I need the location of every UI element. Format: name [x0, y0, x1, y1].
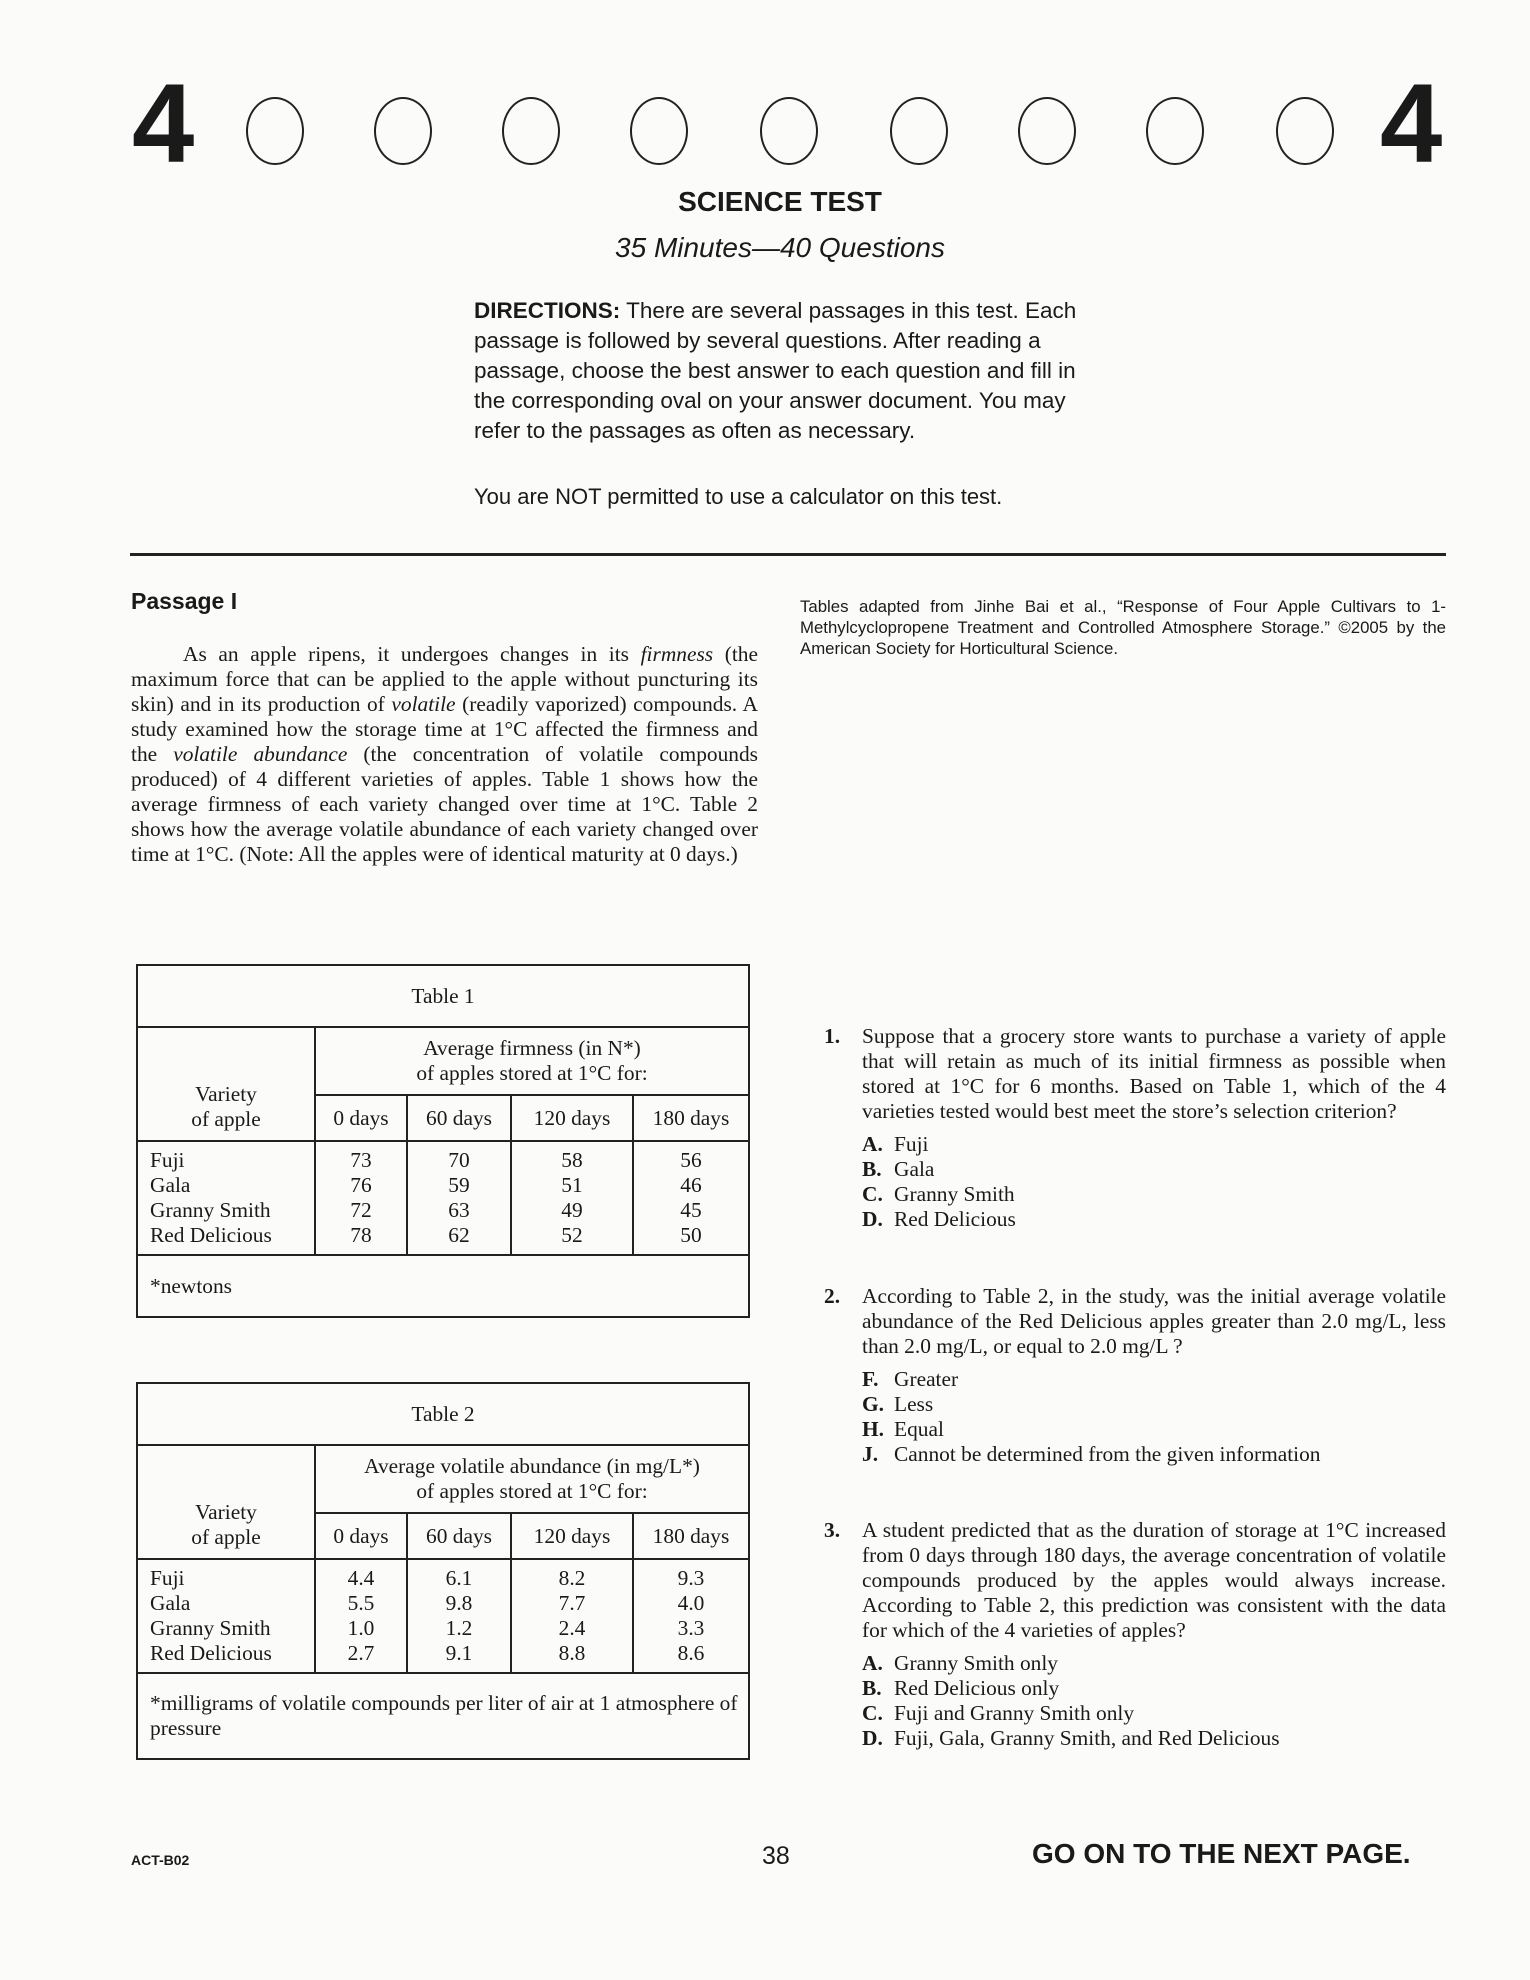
- answer-option[interactable]: [862, 1676, 1446, 1701]
- table-cell: 2.7: [347, 1641, 375, 1665]
- passage-text: [131, 642, 758, 867]
- values-column: [315, 1559, 407, 1673]
- table-cell: 1.0: [347, 1616, 375, 1640]
- table-cell: 78: [350, 1223, 372, 1247]
- option-letter: H.: [862, 1417, 884, 1441]
- table-1: [136, 964, 750, 1318]
- measure-header-line: of apples stored at 1°C for:: [416, 1061, 648, 1085]
- table-cell: 3.3: [677, 1616, 705, 1640]
- answer-option[interactable]: [862, 1417, 1446, 1442]
- answer-option[interactable]: [862, 1367, 1446, 1392]
- option-letter: C.: [862, 1701, 883, 1725]
- question-number: 3.: [824, 1518, 841, 1542]
- table-2: [136, 1382, 750, 1760]
- passage-segment: (the concentration of volatile compounds produced) of 4 different varieties of apples. Table 1 shows how the average firmness of each variety changed over time at 1°C. Table 2 shows how the average volatile abundance of each variety changed over time at 1°C. (Note: All the apples were of identical maturity at 0 days.): [131, 742, 758, 866]
- values-column: [633, 1559, 749, 1673]
- option-letter: D.: [862, 1726, 883, 1750]
- variety-header-line: Variety: [195, 1500, 257, 1524]
- question-stem: [824, 1024, 1446, 1124]
- decorative-oval: [890, 97, 948, 165]
- answer-options: [824, 1651, 1446, 1751]
- passage-segment: (readily vaporized) compounds. A study examined how the storage time at 1°C affected the firmness and the: [131, 692, 758, 766]
- option-text: Less: [894, 1392, 934, 1416]
- answer-option[interactable]: [862, 1132, 1446, 1157]
- table-cell: 45: [680, 1198, 702, 1222]
- column-header: 60 days: [407, 1095, 511, 1141]
- question-text: According to Table 2, in the study, was the initial average volatile abundance of the Red Delicious apples greater than 2.0 mg/L, less than 2.0 mg/L, or equal to 2.0 mg/L ?: [862, 1284, 1446, 1358]
- test-title: SCIENCE TEST: [678, 186, 882, 217]
- option-text: Granny Smith only: [894, 1651, 1058, 1675]
- decorative-oval: [246, 97, 304, 165]
- section-number-right: 4: [1380, 61, 1443, 186]
- calculator-note: You are NOT permitted to use a calculator on this test.: [474, 484, 1003, 509]
- variety-name: Granny Smith: [150, 1198, 271, 1222]
- table-cell: 9.1: [445, 1641, 473, 1665]
- option-text: Equal: [894, 1417, 944, 1441]
- variety-name: Gala: [150, 1591, 191, 1615]
- answer-option[interactable]: [862, 1651, 1446, 1676]
- question-stem: [824, 1284, 1446, 1359]
- table-cell: 52: [561, 1223, 583, 1247]
- column-header: 0 days: [315, 1513, 407, 1559]
- form-code: ACT-B02: [131, 1852, 190, 1868]
- test-subtitle: 35 Minutes—40 Questions: [615, 232, 945, 263]
- option-text: Cannot be determined from the given information: [894, 1442, 1321, 1466]
- answer-option[interactable]: [862, 1442, 1446, 1467]
- table-cell: 9.8: [445, 1591, 473, 1615]
- values-column: [407, 1141, 511, 1255]
- variety-header-line: of apple: [191, 1107, 261, 1131]
- directions: [474, 296, 1106, 446]
- option-letter: D.: [862, 1207, 883, 1231]
- table-cell: 8.6: [677, 1641, 705, 1665]
- variety-name: Granny Smith: [150, 1616, 271, 1640]
- table-caption: Table 1: [137, 965, 749, 1027]
- table-cell: 6.1: [445, 1566, 473, 1590]
- option-text: Gala: [894, 1157, 935, 1181]
- table-cell: 1.2: [445, 1616, 473, 1640]
- table-cell: 49: [561, 1198, 583, 1222]
- answer-option[interactable]: [862, 1157, 1446, 1182]
- option-text: Red Delicious only: [894, 1676, 1060, 1700]
- table-cell: 72: [350, 1198, 372, 1222]
- table-footnote: *newtons: [137, 1255, 749, 1317]
- option-letter: G.: [862, 1392, 884, 1416]
- table-cell: 50: [680, 1223, 702, 1247]
- question-number: 1.: [824, 1024, 841, 1048]
- option-text: Fuji, Gala, Granny Smith, and Red Delicious: [894, 1726, 1280, 1750]
- table-footnote: *milligrams of volatile compounds per liter of air at 1 atmosphere of pressure: [137, 1673, 749, 1759]
- option-text: Fuji: [894, 1132, 929, 1156]
- term-volatile-abundance: volatile abundance: [173, 742, 348, 766]
- option-letter: B.: [862, 1676, 882, 1700]
- option-letter: C.: [862, 1182, 883, 1206]
- variety-names: [137, 1141, 315, 1255]
- decorative-oval: [1276, 97, 1334, 165]
- option-letter: J.: [862, 1442, 879, 1466]
- decorative-oval: [760, 97, 818, 165]
- source-note: Tables adapted from Jinhe Bai et al., “Response of Four Apple Cultivars to 1-Methylcyclopropene Treatment and Controlled Atmosphere Storage.” ©2005 by the American Society for Horticultural Science.: [800, 597, 1446, 658]
- table-cell: 8.8: [558, 1641, 586, 1665]
- table-cell: 76: [350, 1173, 372, 1197]
- answer-option[interactable]: [862, 1207, 1446, 1232]
- question-1: [824, 1024, 1446, 1232]
- variety-name: Fuji: [150, 1148, 185, 1172]
- variety-header-line: of apple: [191, 1525, 261, 1549]
- question-2: [824, 1284, 1446, 1467]
- answer-option[interactable]: [862, 1726, 1446, 1751]
- measure-header-line: Average firmness (in N*): [423, 1036, 641, 1060]
- term-firmness: firmness: [640, 642, 714, 666]
- decorative-oval: [502, 97, 560, 165]
- measure-header-line: Average volatile abundance (in mg/L*): [364, 1454, 700, 1478]
- column-header: 180 days: [633, 1513, 749, 1559]
- table-cell: 73: [350, 1148, 372, 1172]
- table-cell: 59: [448, 1173, 470, 1197]
- column-header: 120 days: [511, 1095, 633, 1141]
- column-header: 0 days: [315, 1095, 407, 1141]
- question-text: A student predicted that as the duration of storage at 1°C increased from 0 days through 180 days, the average concentration of volatile compounds produced by the apples would always increase. According to Table 2, this prediction was consistent with the data for which of the 4 varieties of apples?: [862, 1518, 1446, 1642]
- variety-names: [137, 1559, 315, 1673]
- values-column: [633, 1141, 749, 1255]
- table-cell: 7.7: [558, 1591, 586, 1615]
- table-cell: 51: [561, 1173, 583, 1197]
- values-column: [315, 1141, 407, 1255]
- variety-name: Fuji: [150, 1566, 185, 1590]
- table-caption: Table 2: [137, 1383, 749, 1445]
- measure-header: [315, 1027, 749, 1095]
- measure-header: [315, 1445, 749, 1513]
- decorative-oval: [1146, 97, 1204, 165]
- measure-header-line: of apples stored at 1°C for:: [416, 1479, 648, 1503]
- column-header: 180 days: [633, 1095, 749, 1141]
- question-stem: [824, 1518, 1446, 1643]
- question-text: Suppose that a grocery store wants to purchase a variety of apple that will retain as much of its initial firmness as possible when stored at 1°C for 6 months. Based on Table 1, which of the 4 varieties tested would best meet the store’s selection criterion?: [862, 1024, 1446, 1123]
- table-cell: 63: [448, 1198, 470, 1222]
- table-cell: 70: [448, 1148, 470, 1172]
- option-letter: B.: [862, 1157, 882, 1181]
- answer-option[interactable]: [862, 1701, 1446, 1726]
- directions-label: DIRECTIONS:: [474, 298, 621, 323]
- variety-name: Red Delicious: [150, 1223, 272, 1247]
- values-column: [407, 1559, 511, 1673]
- option-letter: F.: [862, 1367, 879, 1391]
- passage-title: Passage I: [131, 588, 238, 614]
- header-divider: [130, 553, 1446, 556]
- directions-text: There are several passages in this test. Each passage is followed by several questions. After reading a passage, choose the best answer to each question and fill in the corresponding oval on your answer document. You may refer to the passages as often as necessary.: [474, 298, 1077, 443]
- answer-option[interactable]: [862, 1392, 1446, 1417]
- decorative-oval: [630, 97, 688, 165]
- table-cell: 58: [561, 1148, 583, 1172]
- values-column: [511, 1141, 633, 1255]
- table-cell: 62: [448, 1223, 470, 1247]
- column-header: 120 days: [511, 1513, 633, 1559]
- variety-header: [137, 1027, 315, 1141]
- variety-name: Red Delicious: [150, 1641, 272, 1665]
- values-column: [511, 1559, 633, 1673]
- table-cell: 4.0: [677, 1591, 705, 1615]
- next-page-notice: GO ON TO THE NEXT PAGE.: [1032, 1838, 1411, 1869]
- option-text: Red Delicious: [894, 1207, 1016, 1231]
- question-number: 2.: [824, 1284, 841, 1308]
- answer-options: [824, 1132, 1446, 1232]
- table-cell: 2.4: [558, 1616, 586, 1640]
- table-cell: 56: [680, 1148, 702, 1172]
- decorative-oval: [374, 97, 432, 165]
- column-header: 60 days: [407, 1513, 511, 1559]
- answer-options: [824, 1367, 1446, 1467]
- passage-segment: As an apple ripens, it undergoes changes in its: [183, 642, 641, 666]
- variety-name: Gala: [150, 1173, 191, 1197]
- option-letter: A.: [862, 1651, 883, 1675]
- table-cell: 46: [680, 1173, 702, 1197]
- section-number-left: 4: [132, 61, 195, 186]
- passage-segment: (the maximum force that can be applied to the apple without puncturing its skin) and in its production of: [131, 642, 758, 716]
- option-text: Greater: [894, 1367, 959, 1391]
- question-3: [824, 1518, 1446, 1751]
- variety-header-line: Variety: [195, 1082, 257, 1106]
- page-number: 38: [762, 1842, 790, 1870]
- option-text: Granny Smith: [894, 1182, 1015, 1206]
- decorative-oval: [1018, 97, 1076, 165]
- table-cell: 4.4: [347, 1566, 375, 1590]
- table-cell: 5.5: [347, 1591, 375, 1615]
- option-text: Fuji and Granny Smith only: [894, 1701, 1135, 1725]
- answer-option[interactable]: [862, 1182, 1446, 1207]
- table-cell: 9.3: [677, 1566, 705, 1590]
- option-letter: A.: [862, 1132, 883, 1156]
- variety-header: [137, 1445, 315, 1559]
- table-cell: 8.2: [558, 1566, 586, 1590]
- term-volatile: volatile: [391, 692, 456, 716]
